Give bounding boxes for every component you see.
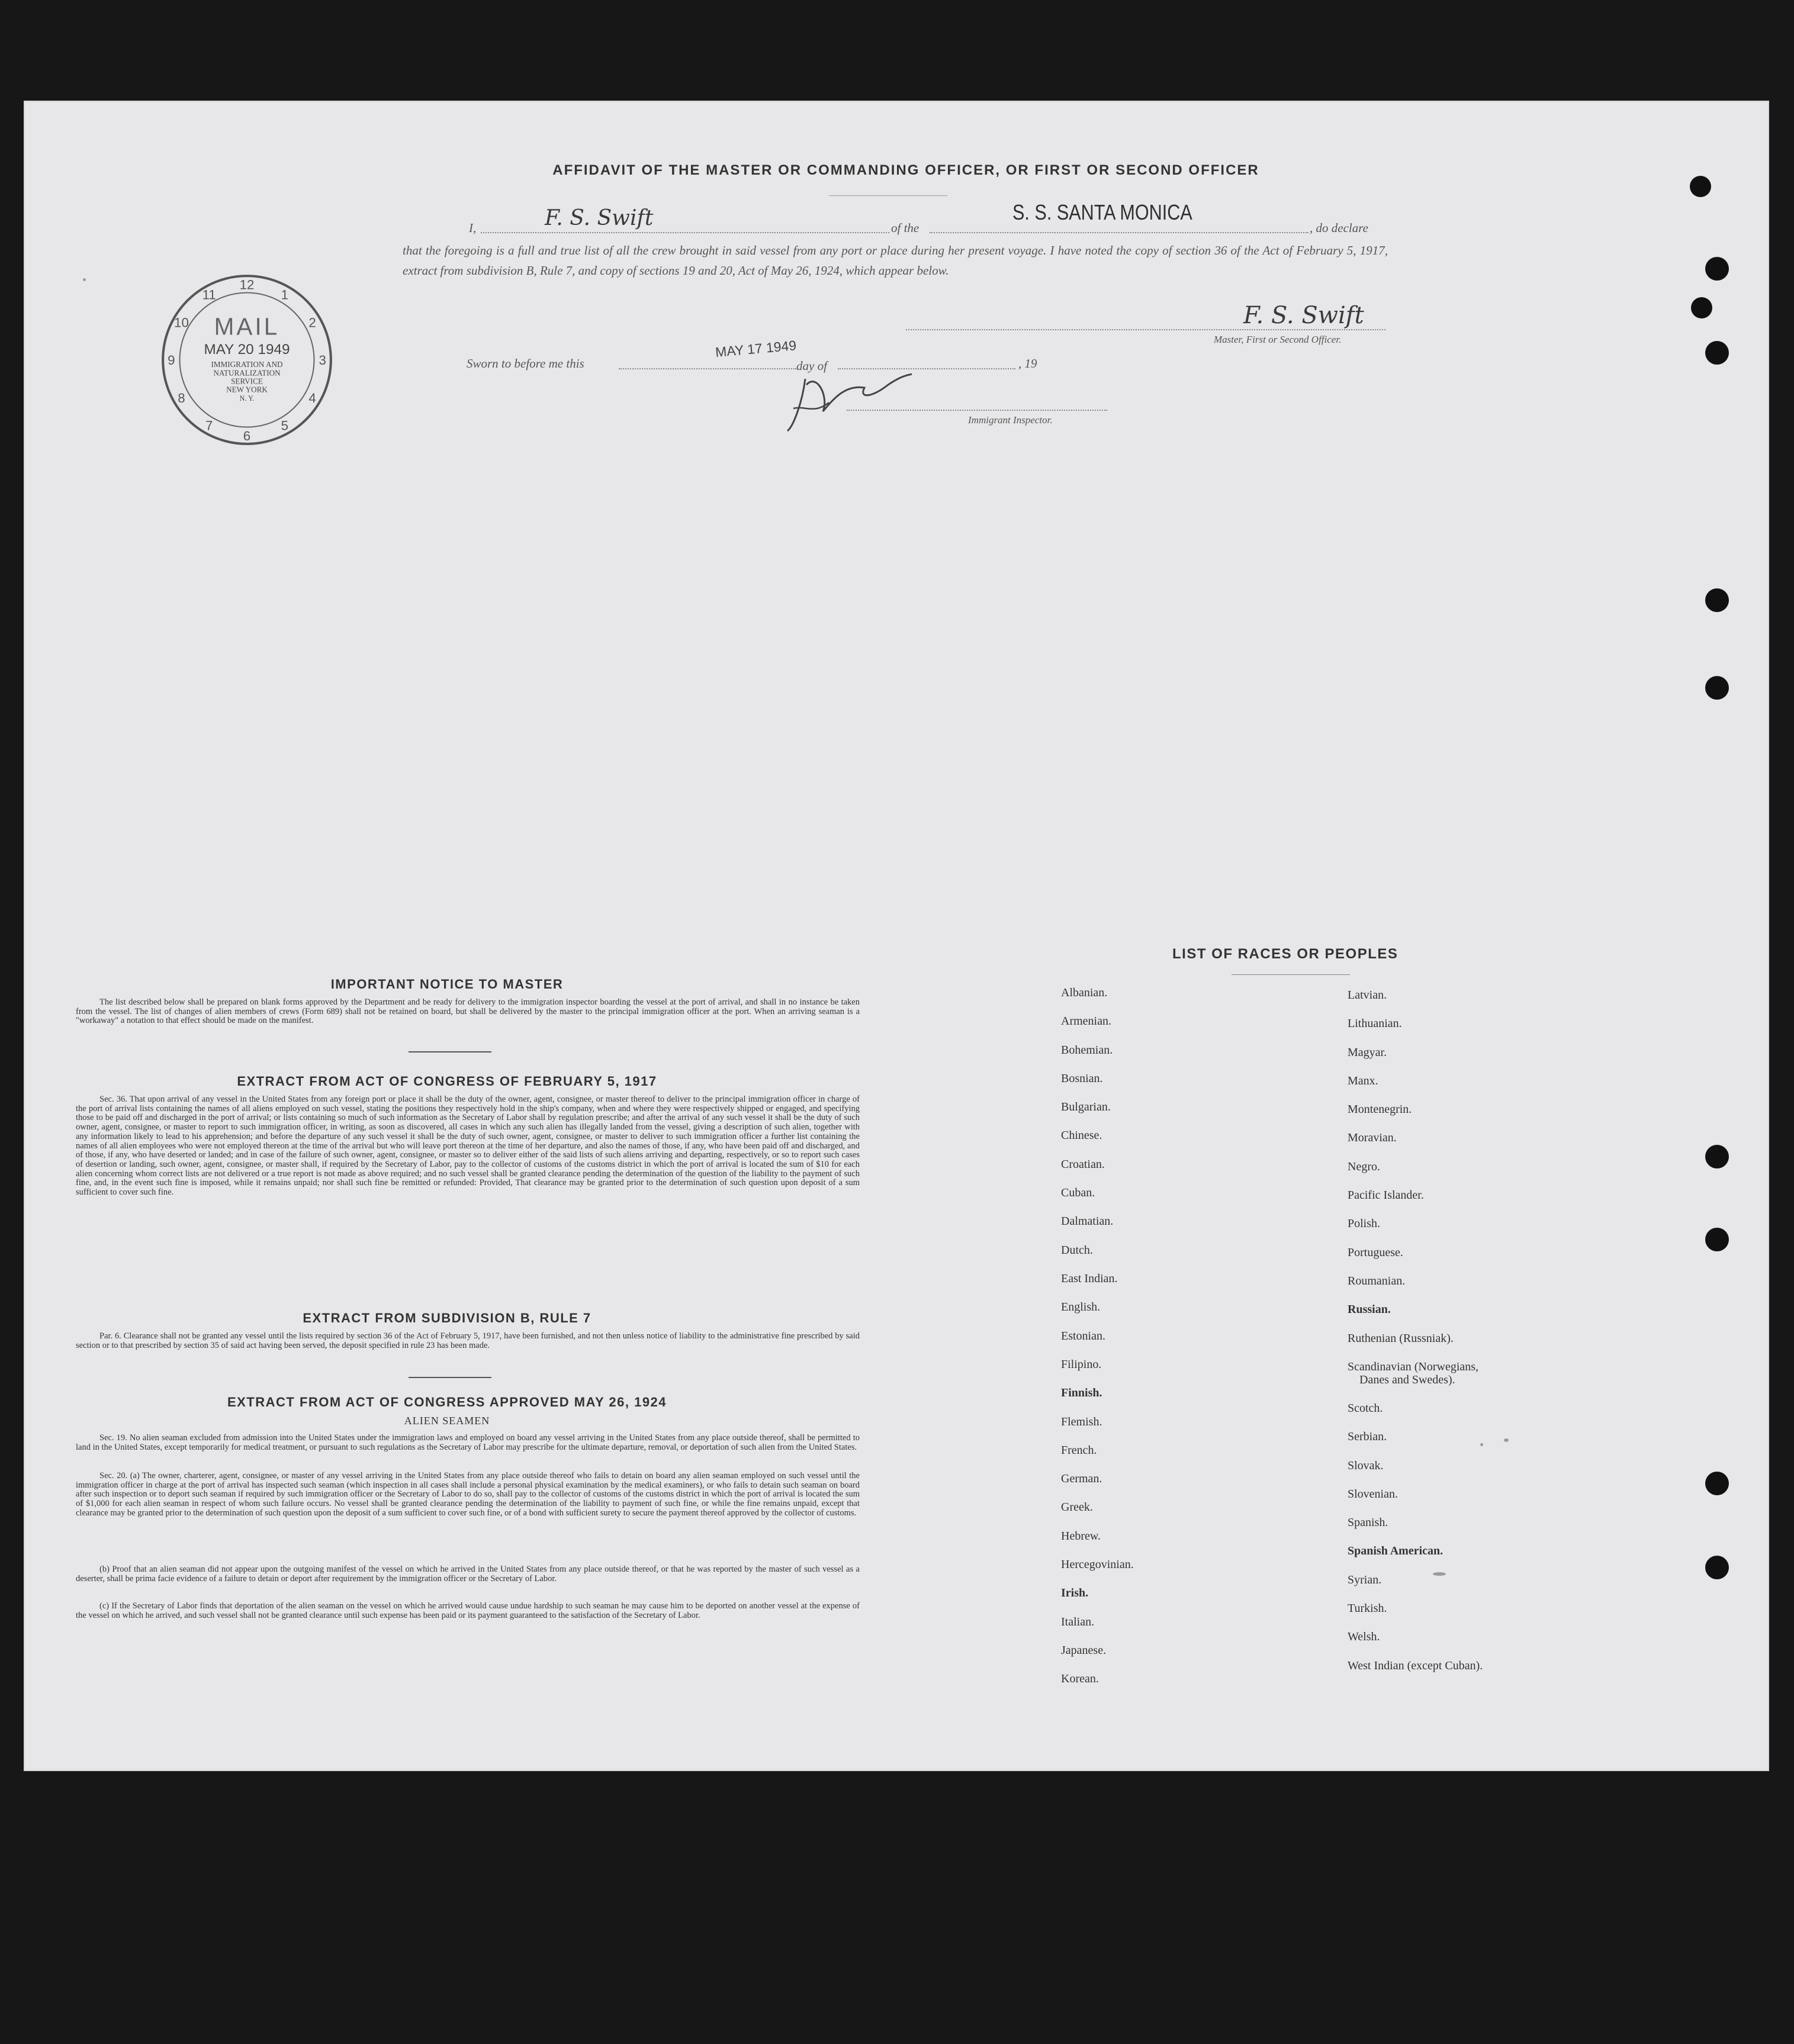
race-item: Montenegrin.	[1348, 1103, 1412, 1116]
extract3-title: EXTRACT FROM ACT OF CONGRESS APPROVED MAY 26, 1924	[227, 1395, 667, 1409]
race-item: Estonian.	[1061, 1330, 1105, 1343]
race-item: Bohemian.	[1061, 1044, 1113, 1057]
race-item: Croatian.	[1061, 1158, 1105, 1171]
race-item: Syrian.	[1348, 1573, 1382, 1586]
paper-speck	[83, 278, 86, 281]
stamp-clock-number: 6	[243, 428, 251, 443]
race-item: Polish.	[1348, 1217, 1381, 1230]
race-item: Latvian.	[1348, 989, 1387, 1002]
race-item: German.	[1061, 1472, 1102, 1485]
sec19-text: Sec. 19. No alien seaman excluded from admission into the United States under the immigration laws and employed on board any vessel arriving in the United States from any place outside thereof, shall be permitted to land in the United States, except temporarily for medical treatment, or pursuant to such regulations as the Secretary of Labor may prescribe for the ultimate departure, removal, or deportation of such alien from the United States.	[76, 1433, 860, 1452]
race-item: Slovak.	[1348, 1459, 1384, 1472]
sworn-stamp-date: MAY 17 1949	[715, 337, 798, 360]
svg-text:IMMIGRATION AND: IMMIGRATION AND	[211, 360, 283, 369]
race-item: Russian.	[1348, 1303, 1391, 1316]
race-item: Manx.	[1348, 1074, 1378, 1087]
extract2-title: EXTRACT FROM SUBDIVISION B, RULE 7	[303, 1311, 591, 1325]
race-item: Filipino.	[1061, 1358, 1102, 1371]
race-item: Hebrew.	[1061, 1530, 1101, 1543]
binder-hole	[1691, 297, 1712, 318]
race-item: Roumanian.	[1348, 1274, 1406, 1287]
stamp-clock-number: 2	[308, 315, 316, 330]
race-item: Moravian.	[1348, 1131, 1397, 1144]
binder-hole	[1705, 1228, 1729, 1251]
mail-receipt-stamp	[157, 270, 337, 450]
race-item: Irish.	[1061, 1586, 1089, 1599]
sec20a-text: Sec. 20. (a) The owner, charterer, agent, consignee, or master of any vessel arriving in the United States from any place outside thereof who fails to detain on board any alien seaman employed on such vessel until the immigration officer in charge at the port of arrival has inspected such seaman (which inspection in all cases shall include a personal physical examination by the medical examiners), or who fails to detain such seaman on board after such inspection or to deport such seaman if required by such immigration officer or the Secretary of Labor to do so, shall pay to the collector of customs of the customs district in which the port of arrival is located the sum of $1,000 for each alien seaman in respect of whom such failure occurs. No vessel shall be granted clearance pending the determination of the liability to payment of such fine, or while the fine remains unpaid, except that clearance may be granted prior to the determination of such question upon the deposit of a sum sufficient to cover such fine, or of a bond with sufficient surety to secure the payment thereof approved by the collector of customs.	[76, 1471, 860, 1518]
do-declare-label: , do declare	[1310, 221, 1368, 235]
affidavit-title: AFFIDAVIT OF THE MASTER OR COMMANDING OFFICER, OR FIRST OR SECOND OFFICER	[552, 162, 1259, 178]
race-item: Danes and Swedes).	[1359, 1373, 1455, 1386]
sec20b-text: (b) Proof that an alien seaman did not appear upon the outgoing manifest of the vessel on which he arrived in the United States from any place outside thereof, or that he was reported by the master of such vessel as a deserter, shall be prima facie evidence of a failure to detain or deport after requirement by the immigration officer or the Secretary of Labor.	[76, 1565, 860, 1583]
stamp-clock-number: 1	[281, 287, 289, 302]
race-item: Welsh.	[1348, 1630, 1380, 1643]
svg-text:SERVICE: SERVICE	[231, 376, 263, 386]
binder-hole	[1705, 257, 1729, 281]
race-item: Spanish American.	[1348, 1544, 1443, 1557]
stamp-clock-number: 10	[174, 315, 189, 330]
i-label: I,	[469, 221, 477, 235]
declaration-text: that the foregoing is a full and true list of all the crew brought in said vessel from any port or place during her present voyage. I have noted the copy of section 36 of the Act of February 5, 1917, extract from subdivision B, Rule 7, and copy of sections 19 and 20, Act of May 26, 1924, which appear below.	[403, 243, 1388, 278]
race-item: Chinese.	[1061, 1129, 1102, 1142]
master-signature-line	[906, 329, 1385, 330]
master-caption: Master, First or Second Officer.	[1214, 334, 1342, 345]
handwritten-name: F. S. Swift	[545, 206, 654, 230]
of-the-label: of the	[891, 221, 919, 235]
binder-hole	[1705, 1472, 1729, 1495]
sworn-label: Sworn to before me this	[467, 356, 584, 371]
svg-text:NEW YORK: NEW YORK	[226, 385, 268, 394]
binder-hole	[1690, 176, 1711, 197]
binder-hole	[1705, 1145, 1729, 1169]
race-item: Italian.	[1061, 1615, 1095, 1628]
binder-hole	[1705, 341, 1729, 365]
race-item: Scandinavian (Norwegians,	[1348, 1360, 1479, 1373]
notice-title: IMPORTANT NOTICE TO MASTER	[330, 977, 564, 992]
race-item: Dalmatian.	[1061, 1215, 1114, 1228]
race-item: Korean.	[1061, 1672, 1099, 1685]
race-item: Flemish.	[1061, 1415, 1102, 1428]
sec20c-text: (c) If the Secretary of Labor finds that deportation of the alien seaman on the vessel on which he arrived would cause undue hardship to such seaman he may cause him to be deported on another vessel at the expense of the vessel on which he arrived, and such vessel shall not be granted clearance until such expense has been paid or its payment guaranteed to the satisfaction of the Secretary of Labor.	[76, 1601, 860, 1620]
race-item: West Indian (except Cuban).	[1348, 1659, 1483, 1672]
paper-speck	[1504, 1438, 1509, 1442]
inspector-caption: Immigrant Inspector.	[968, 414, 1053, 426]
race-item: Magyar.	[1348, 1046, 1387, 1059]
stamp-clock-number: 5	[281, 418, 289, 433]
divider-2	[409, 1377, 491, 1378]
stamp-clock-number: 8	[178, 390, 185, 405]
race-item: Spanish.	[1348, 1516, 1388, 1529]
race-item: Greek.	[1061, 1501, 1093, 1514]
notice-text: The list described below shall be prepared on blank forms approved by the Department and be ready for delivery to the immigration inspector boarding the vessel at the port of arrival, and shall in no instance be taken from the vessel. The list of changes of alien members of crews (Form 689) shall not be retained on board, but shall be delivered by the master to the principal immigration officer at the port. When an arriving seaman is a "workaway" a notation to that effect should be made on the manifest.	[76, 997, 860, 1026]
stamp-clock-number: 4	[308, 390, 316, 405]
race-item: Dutch.	[1061, 1244, 1093, 1257]
race-item: Lithuanian.	[1348, 1017, 1402, 1030]
race-item: Slovenian.	[1348, 1488, 1398, 1501]
race-item: Serbian.	[1348, 1430, 1387, 1443]
title-divider	[829, 195, 947, 196]
race-item: Armenian.	[1061, 1015, 1111, 1028]
race-item: Scotch.	[1348, 1402, 1383, 1415]
stamp-clock-number: 7	[205, 418, 213, 433]
race-item: Finnish.	[1061, 1386, 1102, 1399]
stamp-clock-number: 12	[239, 277, 255, 292]
svg-text:MAIL: MAIL	[214, 313, 280, 340]
race-item: Bulgarian.	[1061, 1100, 1111, 1113]
race-item: Bosnian.	[1061, 1072, 1103, 1085]
ship-name: S. S. SANTA MONICA	[1012, 200, 1192, 224]
race-item: Portuguese.	[1348, 1246, 1403, 1259]
paper-speck	[1480, 1443, 1483, 1446]
stamp-clock-number: 3	[319, 353, 326, 368]
race-item: French.	[1061, 1444, 1097, 1457]
extract2-text: Par. 6. Clearance shall not be granted any vessel until the lists required by section 36 of the Act of February 5, 1917, have been furnished, and not then unless notice of liability to the administrative fine prescribed by said section or to that prescribed by section 35 of said act having been served, the deposit specified in rule 23 has been made.	[76, 1331, 860, 1350]
race-item: Albanian.	[1061, 986, 1108, 999]
svg-text:NATURALIZATION: NATURALIZATION	[213, 368, 281, 378]
name-blank	[481, 232, 889, 233]
divider-1	[409, 1051, 491, 1052]
extract3-subtitle: ALIEN SEAMEN	[404, 1415, 490, 1427]
binder-hole	[1705, 588, 1729, 612]
day-of-label: day of	[796, 359, 827, 373]
race-item: Japanese.	[1061, 1644, 1107, 1657]
ship-blank	[930, 232, 1308, 233]
svg-text:MAY 20 1949: MAY 20 1949	[204, 341, 290, 358]
binder-hole	[1705, 1556, 1729, 1579]
master-signature: F. S. Swift	[1243, 302, 1364, 329]
svg-text:N. Y.: N. Y.	[239, 394, 255, 403]
inspector-signature	[770, 361, 924, 438]
year-label: , 19	[1018, 356, 1037, 371]
race-item: Turkish.	[1348, 1602, 1387, 1615]
extract1-title: EXTRACT FROM ACT OF CONGRESS OF FEBRUARY 5, 1917	[237, 1074, 657, 1089]
race-item: Negro.	[1348, 1160, 1380, 1173]
document-page	[24, 101, 1769, 1771]
stamp-clock-number: 11	[202, 287, 216, 302]
race-item: Cuban.	[1061, 1186, 1095, 1199]
race-item: Hercegovinian.	[1061, 1558, 1134, 1571]
race-item: East Indian.	[1061, 1272, 1118, 1285]
races-divider	[1232, 974, 1350, 975]
stamp-clock-number: 9	[168, 353, 175, 368]
binder-hole	[1705, 676, 1729, 700]
races-title: LIST OF RACES OR PEOPLES	[1172, 946, 1398, 962]
race-item: English.	[1061, 1301, 1101, 1314]
extract1-text: Sec. 36. That upon arrival of any vessel in the United States from any foreign port or place it shall be the duty of the owner, agent, consignee, or master thereof to deliver to the principal immigration officer in charge of the port of arrival lists containing the names of all aliens employed on such vessel, stating the positions they respectively hold in the ship's company, when and where they were respectively shipped or engaged, and specifying those to be paid off and discharged in the port of arrival; or lists containing so much of such information as the Secretary of Labor shall by regulation prescribe; and after the arrival of any such vessel it shall be the duty of such owner, agent, consignee, or master to report to such immigration officer, in writing, as soon as discovered, all cases in which any such alien has illegally landed from the vessel, giving a description of such alien, together with any information likely to lead to his apprehension; and before the departure of any such vessel it shall be the duty of such owner, agent, consignee, or master to deliver to such immigration officer a further list containing the names of all alien employees who were not employed thereon at the time of the arrival but who will leave port thereon at the time of her departure, and also the names of those, if any, who have been paid off and discharged, and of those, if any, who have deserted or landed; and in case of the failure of such owner, agent, consignee, or master so to deliver either of the said lists of such aliens arriving and departing, respectively, or so to report such cases of desertion or landing, such owner, agent, consignee, or master shall, if required by the Secretary of Labor, pay to the collector of customs of the customs district in which the port of arrival is located the sum of $10 for each alien concerning whom correct lists are not delivered or a true report is not made as above required; and no such vessel shall be granted clearance pending the determination of the question of the liability to the payment of such fine, and, in the event such fine is imposed, while it remains unpaid; nor shall such fine be remitted or refunded: Provided, That clearance may be granted prior to the determination of such question upon deposit of a sum sufficient to cover such fine.	[76, 1095, 860, 1198]
race-item: Ruthenian (Russniak).	[1348, 1332, 1454, 1345]
paper-speck	[1433, 1572, 1446, 1576]
inspector-line	[847, 410, 1107, 411]
race-item: Pacific Islander.	[1348, 1189, 1424, 1202]
